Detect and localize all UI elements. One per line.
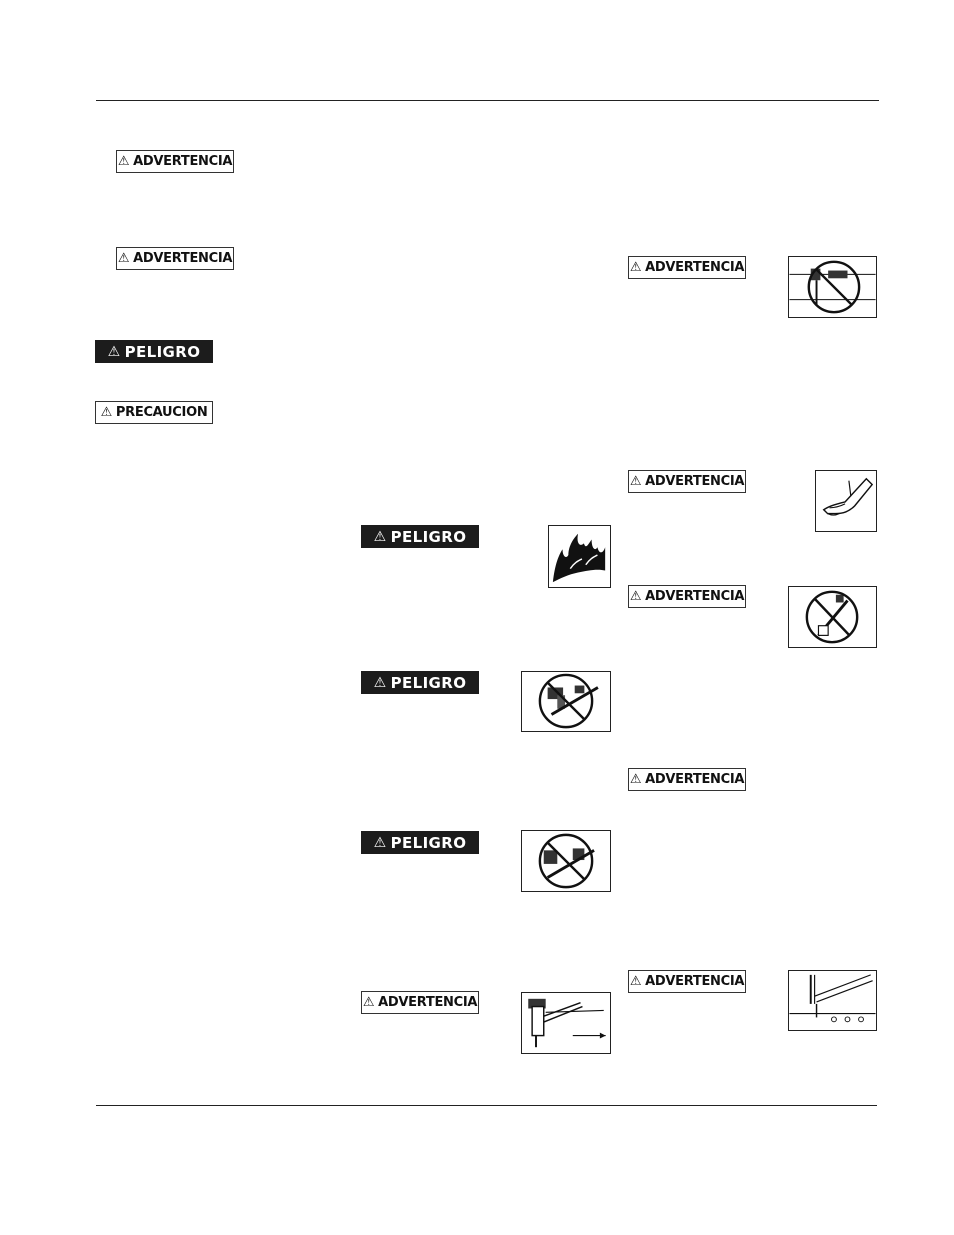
no-hand-near-nailer-icon xyxy=(521,830,611,892)
badge-label: ADVERTENCIA xyxy=(645,772,745,787)
warning-triangle-icon: ⚠ xyxy=(629,772,642,787)
advertencia-badge-2 xyxy=(116,247,234,270)
advertencia-badge-5 xyxy=(628,470,746,493)
warning-triangle-icon: ⚠ xyxy=(629,260,642,275)
warning-triangle-icon: ⚠ xyxy=(629,589,642,604)
badge-label: ADVERTENCIA xyxy=(645,974,745,989)
badge-label: PELIGRO xyxy=(124,342,201,361)
fire-icon xyxy=(548,525,611,588)
hand-icon xyxy=(815,470,877,532)
warning-triangle-icon: ⚠ xyxy=(100,405,112,420)
peligro-badge-1 xyxy=(95,340,213,363)
advertencia-badge-4 xyxy=(628,256,746,279)
header-rule xyxy=(96,100,879,101)
no-nailer-contact-icon xyxy=(521,671,611,732)
advertencia-badge-7 xyxy=(628,768,746,791)
warning-triangle-icon: ⚠ xyxy=(117,154,130,169)
peligro-badge-3 xyxy=(361,671,479,694)
nailer-disconnect-icon xyxy=(521,992,611,1054)
badge-label: ADVERTENCIA xyxy=(645,474,745,489)
badge-label: PELIGRO xyxy=(390,527,467,546)
badge-label: ADVERTENCIA xyxy=(645,589,745,604)
warning-triangle-icon: ⚠ xyxy=(629,474,642,489)
advertencia-badge-8 xyxy=(628,970,746,993)
warning-triangle-icon: ⚠ xyxy=(117,251,130,266)
badge-label: ADVERTENCIA xyxy=(645,260,745,275)
no-hose-disconnect-icon xyxy=(788,256,877,318)
warning-triangle-icon: ⚠ xyxy=(373,834,387,851)
badge-label: ADVERTENCIA xyxy=(378,995,478,1010)
precaucion-badge xyxy=(95,401,213,424)
warning-triangle-icon: ⚠ xyxy=(373,674,387,691)
badge-label: PELIGRO xyxy=(390,673,467,692)
badge-label: PRECAUCION xyxy=(115,405,208,420)
warning-triangle-icon: ⚠ xyxy=(629,974,642,989)
warning-triangle-icon: ⚠ xyxy=(362,995,375,1010)
badge-label: ADVERTENCIA xyxy=(133,251,233,266)
warning-triangle-icon: ⚠ xyxy=(373,528,387,545)
advertencia-badge-6 xyxy=(628,585,746,608)
advertencia-badge-3 xyxy=(361,991,479,1014)
footer-rule xyxy=(96,1105,877,1106)
advertencia-badge-1 xyxy=(116,150,234,173)
no-trigger-hold-icon xyxy=(788,586,877,648)
peligro-badge-2 xyxy=(361,525,479,548)
peligro-badge-4 xyxy=(361,831,479,854)
nailer-workpiece-icon xyxy=(788,970,877,1031)
badge-label: PELIGRO xyxy=(390,833,467,852)
badge-label: ADVERTENCIA xyxy=(133,154,233,169)
warning-triangle-icon: ⚠ xyxy=(107,343,121,360)
